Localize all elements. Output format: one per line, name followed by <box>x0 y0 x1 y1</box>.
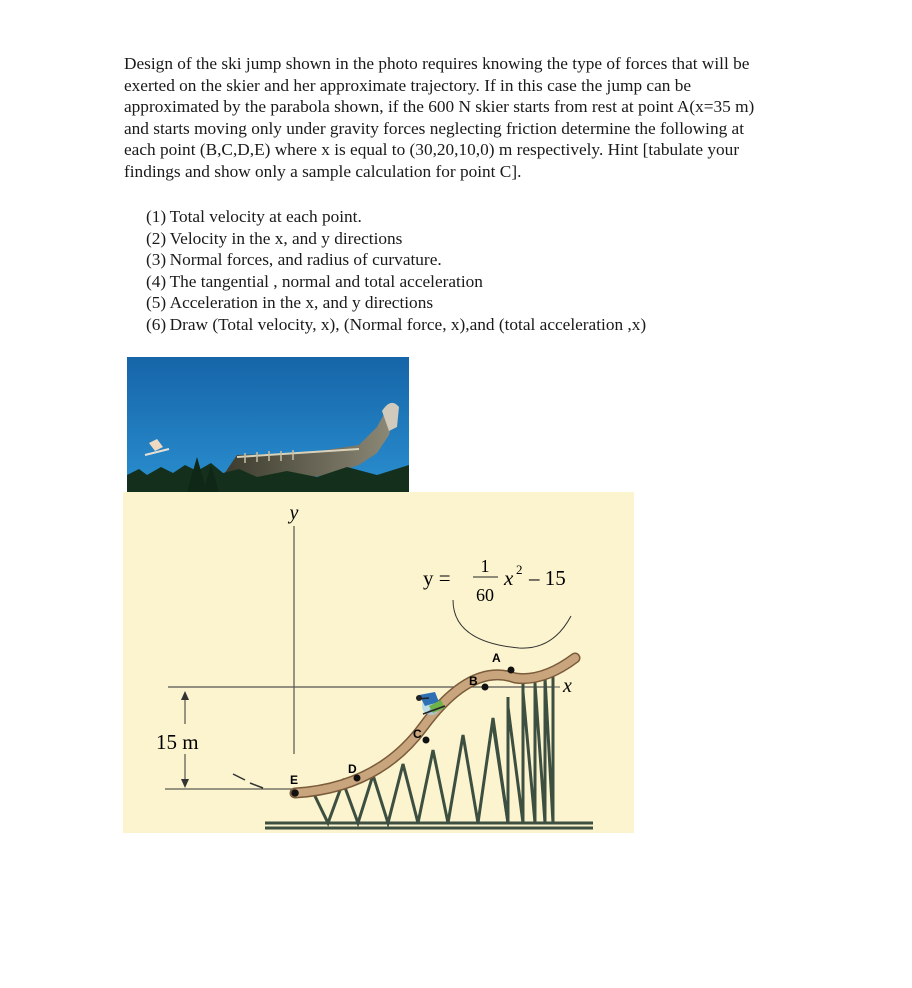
parabola-diagram-graphic <box>123 492 634 833</box>
point-D-label: D <box>348 762 357 776</box>
equation-exponent: 2 <box>516 562 523 577</box>
point-E <box>290 773 299 797</box>
equation-lhs: y = <box>423 566 451 590</box>
point-B-label: B <box>469 674 478 688</box>
ski-jump-photo-graphic <box>127 357 409 492</box>
track <box>295 658 575 793</box>
requirement-1: (1) Total velocity at each point. <box>146 207 362 226</box>
equation-leader <box>453 600 571 648</box>
equation-x: x <box>504 566 514 590</box>
dimension-label: 15 m <box>156 730 199 754</box>
equation-denominator: 60 <box>476 585 494 605</box>
requirements-list <box>146 206 786 335</box>
y-axis-label: y <box>289 502 299 524</box>
point-A-label: A <box>492 651 501 665</box>
equation-tail: – 15 <box>529 566 566 590</box>
x-axis-label: x <box>563 675 572 697</box>
requirement-2: (2) Velocity in the x, and y directions <box>146 228 403 248</box>
parabola-equation <box>423 556 566 605</box>
requirement-3: (3) Normal forces, and radius of curvature. <box>146 250 442 269</box>
requirement-6: (6) Draw (Total velocity, x), (Normal force, x),and (total acceleration ,x) <box>146 314 647 334</box>
problem-statement: Design of the ski jump shown in the photo requires knowing the type of forces that will be exerted on the skier and her approximate trajectory. If in this case the jump can be approximated by the parabola shown, if the 600 N skier starts from rest at point A(x=35 m) and starts moving only under gravity forces neglecting friction determine the following at each point (B,C,D,E) where x is equal to (30,20,10,0) m respectively. Hint [tabulate your findings and show only a sample calculation for point C]. <box>124 54 755 181</box>
equation-numerator: 1 <box>480 556 490 576</box>
ski-jump-photo <box>127 357 409 492</box>
requirement-4: (4) The tangential , normal and total acceleration <box>146 271 483 291</box>
point-C-label: C <box>413 727 422 741</box>
parabola-diagram <box>123 492 634 833</box>
point-E-label: E <box>290 773 299 787</box>
trestle <box>265 668 593 828</box>
requirement-5: (5) Acceleration in the x, and y directions <box>146 293 434 312</box>
